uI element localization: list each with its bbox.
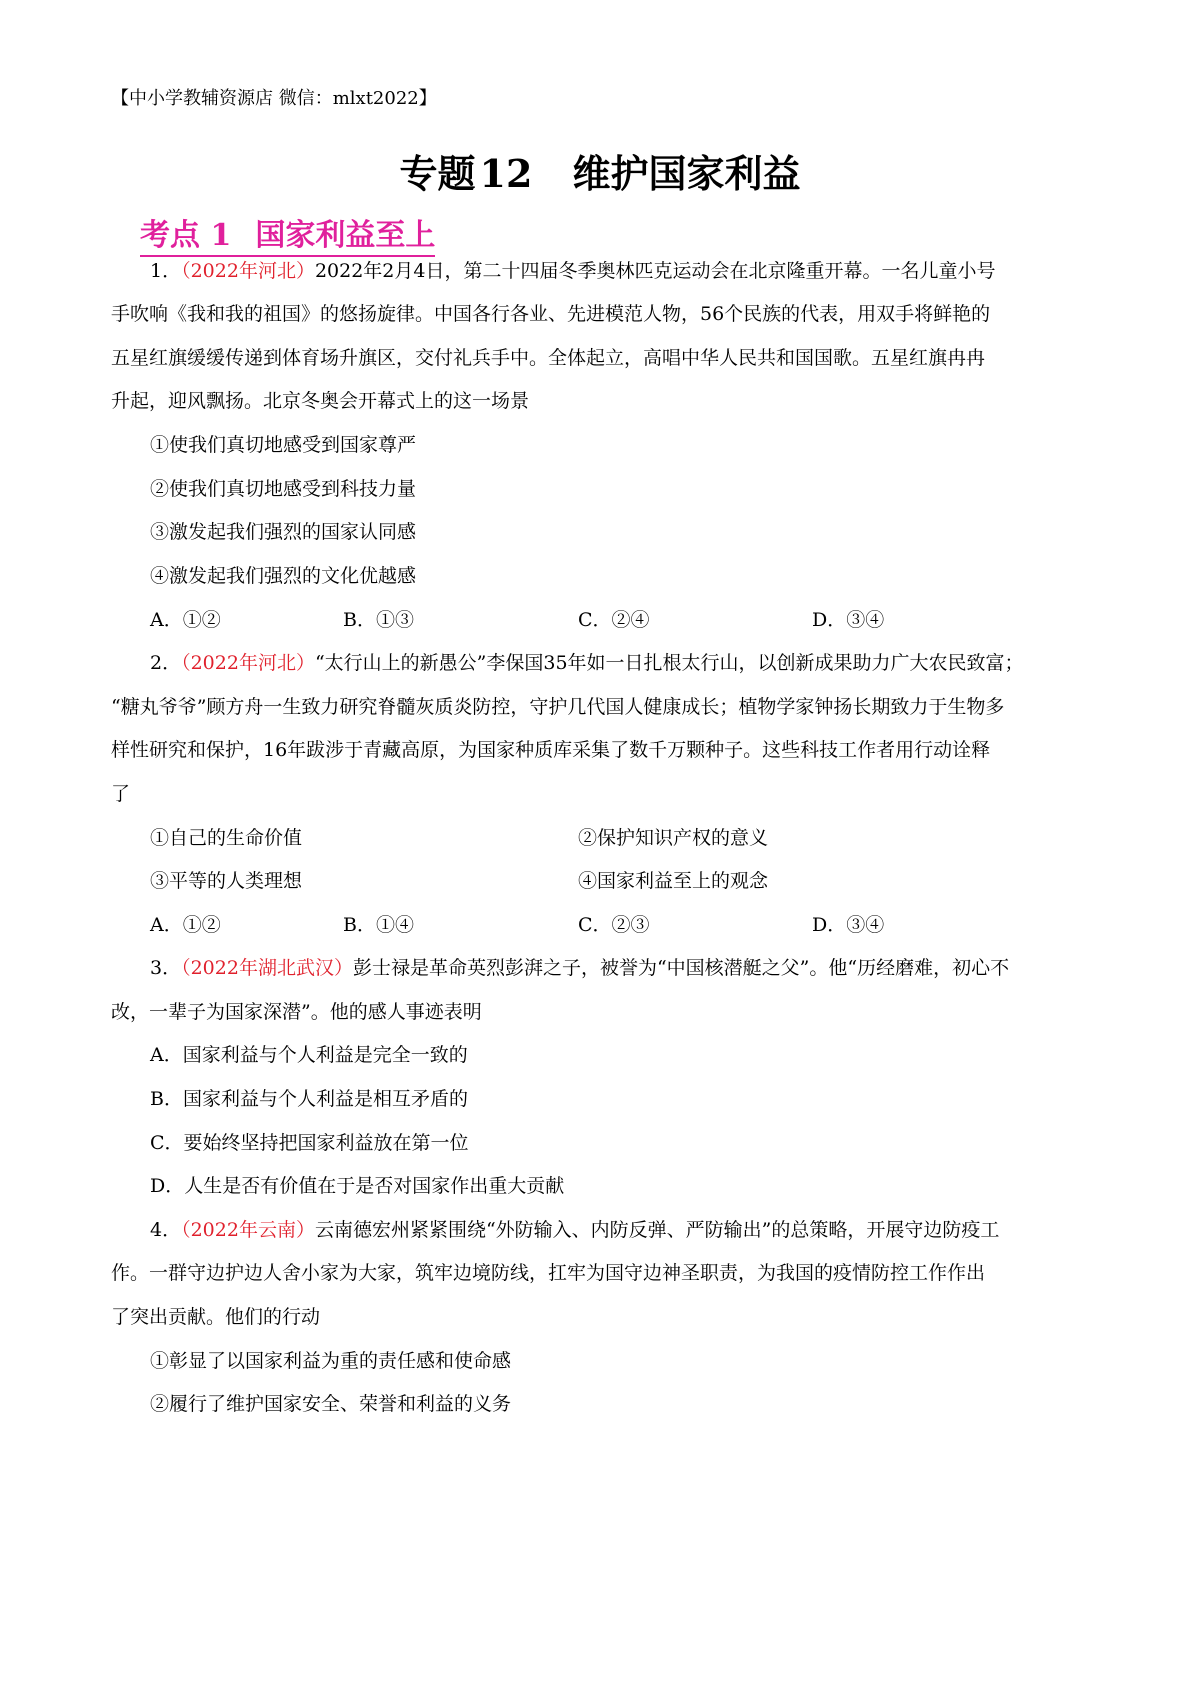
question-text: 五星红旗缓缓传递到体育场升旗区，交付礼兵手中。全体起立，高唱中华人民共和国国歌。五星红旗冉冉 — [111, 347, 986, 369]
question-3-line-1 — [150, 954, 1009, 982]
question-text: 了突出贡献。他们的行动 — [111, 1306, 321, 1328]
statement: ①使我们真切地感受到国家尊严 — [150, 434, 417, 456]
question-text: 作。一群守边护边人舍小家为大家，筑牢边境防线，扛牢为国守边神圣职责，为我国的疫情防控工作作出 — [111, 1262, 986, 1284]
option-d: D．③④ — [812, 914, 885, 936]
option-c: C．要始终坚持把国家利益放在第一位 — [150, 1132, 469, 1154]
question-number: 3． — [150, 957, 182, 979]
statement: ③平等的人类理想 — [150, 870, 303, 892]
title-prefix: 专题 — [399, 151, 476, 196]
question-2-line-1 — [150, 649, 1024, 677]
question-text: “太行山上的新愚公”李保国35年如一日扎根太行山，以创新成果助力广大农民致富； — [314, 652, 1024, 674]
question-source: （2022年湖北武汉） — [181, 957, 353, 979]
section-number: 1 — [210, 218, 232, 253]
title-number: 12 — [479, 151, 533, 196]
question-1-line-1 — [150, 257, 996, 285]
statement: ②使我们真切地感受到科技力量 — [150, 478, 417, 500]
title-text: 维护国家利益 — [572, 151, 801, 196]
statement: ③激发起我们强烈的国家认同感 — [150, 521, 417, 543]
option-c: C．②④ — [578, 609, 650, 631]
question-number: 1． — [150, 260, 182, 282]
statement: ②履行了维护国家安全、荣誉和利益的义务 — [150, 1393, 512, 1415]
page-title — [0, 148, 1200, 200]
question-text: 改，一辈子为国家深潜”。他的感人事迹表明 — [111, 1001, 482, 1023]
question-text: 彭士禄是革命英烈彭湃之子，被誉为“中国核潜艇之父”。他“历经磨难，初心不 — [352, 957, 1010, 979]
header-note: 【中小学教辅资源店 微信：mlxt2022】 — [111, 88, 437, 109]
question-text: 云南德宏州紧紧围绕“外防输入、内防反弹、严防输出”的总策略，开展守边防疫工 — [314, 1219, 1000, 1241]
question-source: （2022年河北） — [181, 652, 315, 674]
statement: ④激发起我们强烈的文化优越感 — [150, 565, 417, 587]
question-text: 升起，迎风飘扬。北京冬奥会开幕式上的这一场景 — [111, 390, 530, 412]
question-number: 4． — [150, 1219, 182, 1241]
question-text: 样性研究和保护，16年跋涉于青藏高原，为国家种质库采集了数千万颗种子。这些科技工作者用行动诠释 — [111, 739, 991, 761]
option-b: B．①③ — [343, 609, 414, 631]
section-prefix: 考点 — [140, 218, 200, 253]
option-a: A．①② — [150, 914, 221, 936]
section-text: 国家利益至上 — [255, 218, 436, 253]
question-source: （2022年河北） — [181, 260, 315, 282]
statement: ①自己的生命价值 — [150, 827, 303, 849]
option-b: B．国家利益与个人利益是相互矛盾的 — [150, 1088, 468, 1110]
question-source: （2022年云南） — [181, 1219, 315, 1241]
question-text: 手吹响《我和我的祖国》的悠扬旋律。中国各行各业、先进模范人物，56个民族的代表，用双手将鲜艳的 — [111, 303, 991, 325]
option-a: A．国家利益与个人利益是完全一致的 — [150, 1044, 468, 1066]
question-4-line-1 — [150, 1216, 999, 1244]
section-heading — [140, 214, 435, 258]
option-b: B．①④ — [343, 914, 414, 936]
question-number: 2． — [150, 652, 182, 674]
option-d: D．人生是否有价值在于是否对国家作出重大贡献 — [150, 1175, 565, 1197]
option-d: D．③④ — [812, 609, 885, 631]
question-text: 2022年2月4日，第二十四届冬季奥林匹克运动会在北京隆重开幕。一名儿童小号 — [314, 260, 996, 282]
statement: ②保护知识产权的意义 — [578, 827, 769, 849]
question-text: 了 — [111, 783, 131, 805]
question-text: “糖丸爷爷”顾方舟一生致力研究脊髓灰质炎防控，守护几代国人健康成长；植物学家钟扬长期致力于生物多 — [111, 696, 1005, 718]
option-a: A．①② — [150, 609, 221, 631]
statement: ①彰显了以国家利益为重的责任感和使命感 — [150, 1350, 512, 1372]
statement: ④国家利益至上的观念 — [578, 870, 769, 892]
option-c: C．②③ — [578, 914, 650, 936]
